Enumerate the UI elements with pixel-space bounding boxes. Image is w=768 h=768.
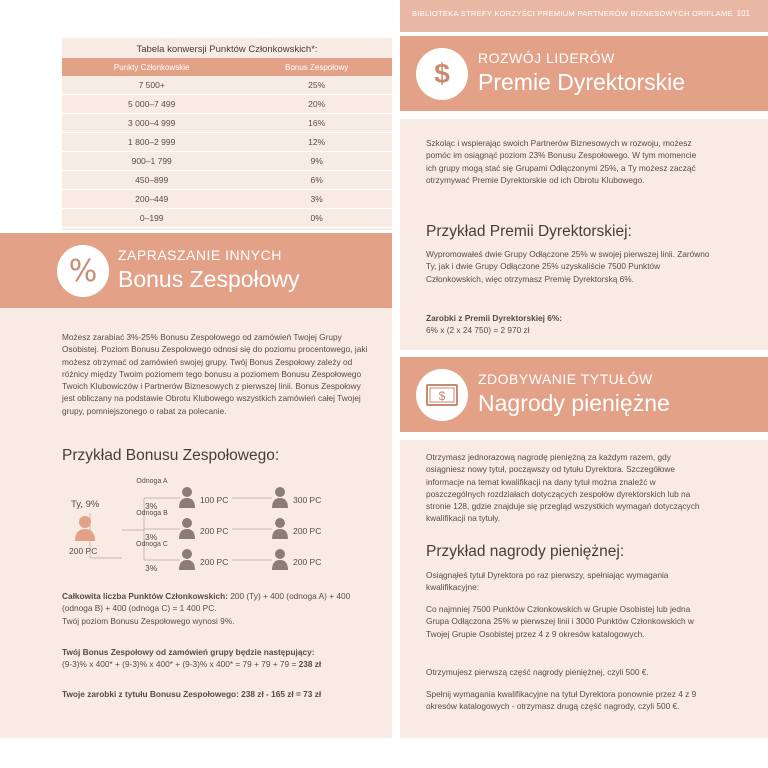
table-row — [62, 95, 392, 114]
table-row — [62, 152, 392, 171]
table-row — [62, 209, 392, 228]
premie-example-heading: Przykład Premii Dyrektorskiej: — [426, 223, 632, 240]
svg-text:$: $ — [438, 389, 446, 403]
table-row — [62, 114, 392, 133]
page-header — [400, 0, 768, 32]
nagrody-p4: Spełnij wymagania kwalifikacyjne na tytuł Dyrektora ponownie przez 4 z 9 okresów katalogowych - otrzymasz drugą część nagrody, czyli 500 €. — [426, 689, 697, 712]
nagrody-panel — [400, 440, 768, 738]
person-icon-you — [75, 516, 95, 541]
bonus-kicker: ZAPRASZANIE INNYCH — [118, 247, 282, 263]
table-title: Tabela konwersji Punktów Członkowskich*: — [136, 44, 318, 55]
bonus-example-heading: Przykład Bonusu Zespołowego: — [62, 447, 280, 464]
premie-calc-label: Zarobki z Premii Dyrektorskiej 6%: — [426, 313, 563, 323]
cell-points: 0–199 — [62, 209, 241, 228]
cell-bonus: 6% — [241, 171, 392, 190]
nagrody-example-heading: Przykład nagrody pieniężnej: — [426, 543, 625, 560]
bonus-earnings: Twoje zarobki z tytułu Bonusu Zespołowego: 238 zł - 165 zł = 73 zł — [62, 689, 322, 699]
diagram-you-pct: Ty, 9% — [71, 499, 100, 510]
bonus-calc-formula: (9-3)% x 400* + (9-3)% x 400* + (9-3)% x 400* = 79 + 79 + 79 = — [62, 659, 299, 670]
cell-bonus: 16% — [241, 114, 392, 133]
page-number: 101 — [736, 9, 750, 18]
premie-panel — [400, 119, 768, 350]
person-icon — [179, 487, 195, 570]
table-row — [62, 171, 392, 190]
header-title: BIBLIOTEKA STREFY KORZYŚCI PREMIUM PARTNERÓW BIZNESOWYCH ORIFLAME — [412, 9, 733, 18]
bonus-total — [62, 590, 352, 627]
nagrody-section-band — [400, 357, 768, 432]
bonus-level-text: Twój poziom Bonusu Zespołowego wynosi 9%. — [62, 615, 235, 626]
branch-right-pc: 200 PC — [293, 526, 322, 536]
cell-points: 900–1 799 — [62, 152, 241, 171]
nagrody-p2: Co najmniej 7500 Punktów Członkowskich w Grupie Osobistej lub jedna Grupa Odłączona 25% w pierwszej linii i 3000 Punktów Członkowskich w Twojej Grupie Osobistej przez 4 z 9 okresów katalogowych. — [426, 604, 694, 639]
premie-example-text: Wypromowałeś dwie Grupy Odłączone 25% w swojej pierwszej linii. Zarówno Ty, jak i dwie Grupy Odłączone 25% uzyskaliście 7500 Punktów Członkowskich, więc otrzymasz Premię Dyrektorską 6%. — [426, 249, 710, 284]
branch-left-pc: 200 PC — [200, 526, 229, 536]
bonus-section-band — [0, 233, 392, 308]
nagrody-p1: Osiągnąłeś tytuł Dyrektora po raz pierwszy, spełniając wymagania kwalifikacyjne: — [426, 570, 669, 593]
cell-points: 450–899 — [62, 171, 241, 190]
table-row — [62, 190, 392, 209]
cell-points: 7 500+ — [62, 76, 241, 95]
premie-title: Premie Dyrektorskie — [478, 69, 686, 95]
branch-pct: 3% — [145, 532, 158, 542]
dollar-icon: $ — [416, 48, 468, 100]
branch-left-pc: 100 PC — [200, 495, 229, 505]
nagrody-p3: Otrzymujesz pierwszą część nagrody pieniężnej, czyli 500 €. — [426, 667, 649, 677]
cell-bonus: 20% — [241, 95, 392, 114]
cell-bonus: 0% — [241, 209, 392, 228]
cell-points: 1 800–2 999 — [62, 133, 241, 152]
table-row — [62, 76, 392, 95]
conversion-table — [62, 58, 392, 228]
branch-pct: 3% — [145, 563, 158, 573]
cell-points: 3 000–4 999 — [62, 114, 241, 133]
bonus-calc-label: Twój Bonus Zespołowy od zamówień grupy będzie następujący: — [62, 647, 315, 657]
nagrody-kicker: ZDOBYWANIE TYTUŁÓW — [478, 371, 653, 387]
premie-kicker: ROZWÓJ LIDERÓW — [478, 50, 615, 66]
bonus-title: Bonus Zespołowy — [118, 266, 300, 292]
branch-pct: 3% — [145, 501, 158, 511]
cell-bonus: 25% — [241, 76, 392, 95]
nagrody-title: Nagrody pieniężne — [478, 390, 670, 416]
percent-icon: % — [57, 245, 109, 297]
person-icon — [272, 487, 288, 570]
premie-section-band — [400, 36, 768, 111]
bonus-calc-result: 238 zł — [298, 659, 322, 670]
cell-bonus: 9% — [241, 152, 392, 171]
premie-intro: Szkoląc i wspierając swoich Partnerów Biznesowych w rozwoju, możesz pomóc im osiągnąć poziom 23% Bonusu Zespołowego. W tym momencie ich grupy mogą stać się Grupami Odłączonymi 25%, a Ty możesz zacząć otrzymywać Premie Dyrektorskie od ich Obrotu Klubowego. — [426, 138, 697, 185]
cell-points: 5 000–7 499 — [62, 95, 241, 114]
bonus-calc — [62, 646, 382, 671]
cell-bonus: 12% — [241, 133, 392, 152]
diagram-you-pc: 200 PC — [69, 546, 98, 556]
cell-points: 200–449 — [62, 190, 241, 209]
branch-name: Odnoga C — [136, 541, 168, 548]
table-header-points: Punkty Członkowskie — [62, 58, 241, 76]
cell-bonus: 3% — [241, 190, 392, 209]
table-header-bonus: Bonus Zespołowy — [241, 58, 392, 76]
bonus-total-label: Całkowita liczba Punktów Członkowskich: — [62, 591, 228, 601]
bonus-total-text: 200 (Ty) + 400 (odnoga A) + 400 (odnoga B) + 400 (odnoga C) = 1 400 PC. — [62, 591, 351, 614]
bonus-intro: Możesz zarabiać 3%-25% Bonusu Zespołowego od zamówień Twojej Grupy Osobistej. Poziom Bonusu Zespołowego odnosi się do poziomu procentowego, jaki możesz otrzymać od zamówień swojej grupy. Twój Bonus Zespołowy zależy od różnicy między Twoim poziomem tego bonusu a poziomem Bonusu Zespołowego Twoich Klubowiczów i Partnerów Biznesowych z pierwszej linii. Bonus Zespołowy jest obliczany na podstawie Obrotu Klubowego wszystkich zamówień całej Twojej grupy, pomniejszonego o rabat za polecanie. — [62, 332, 368, 416]
nagrody-intro: Otrzymasz jednorazową nagrodę pieniężną za każdym razem, gdy osiągniesz nowy tytuł, począwszy od tytułu Dyrektora. Szczegółowe informacje na temat kwalifikacji na dany tytuł można znaleźć w poszczególnych rozdziałach dotyczących zespołów dyrektorskich lub na stronie 128, gdzie znajduje się przegląd wszystkich wymagań dotyczących kwalifikacji na tytuły. — [426, 452, 700, 524]
branch-right-pc: 300 PC — [293, 495, 322, 505]
branch-name: Odnoga B — [136, 510, 168, 517]
table-row — [62, 133, 392, 152]
branch-left-pc: 200 PC — [200, 557, 229, 567]
branch-name: Odnoga A — [136, 478, 168, 485]
premie-calc — [426, 312, 711, 337]
banknote-icon — [416, 369, 468, 421]
bonus-panel — [0, 308, 392, 738]
branch-right-pc: 200 PC — [293, 557, 322, 567]
premie-calc-text: 6% x (2 x 24 750) = 2 970 zł — [426, 325, 530, 336]
conversion-table-panel — [62, 38, 392, 230]
